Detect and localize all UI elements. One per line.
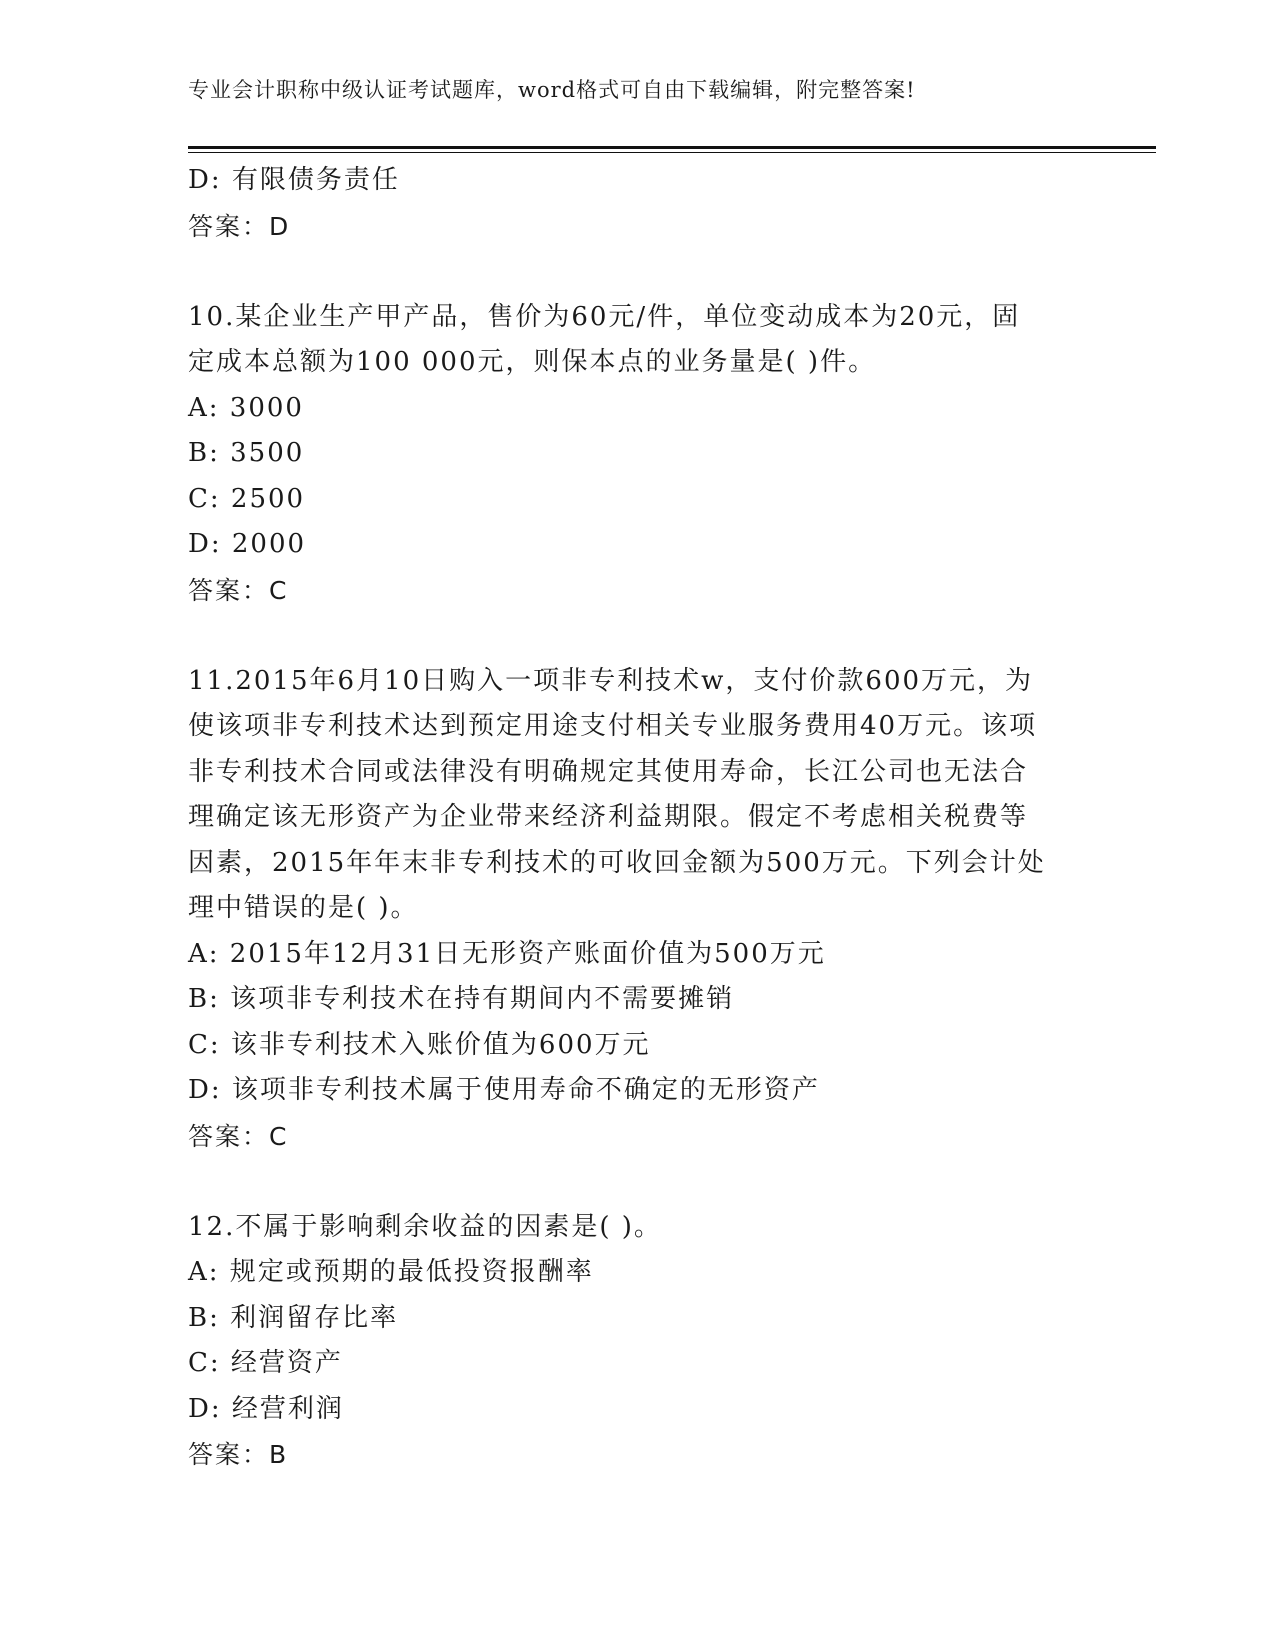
q11-stem-line: 理中错误的是( )。 xyxy=(188,893,419,923)
q10-option-a: A: 3000 xyxy=(188,392,304,423)
q12-answer: 答案：B xyxy=(188,1440,289,1469)
page-header: 专业会计职称中级认证考试题库，word格式可自由下载编辑，附完整答案! xyxy=(188,78,916,102)
q11-option-b: B: 该项非专利技术在持有期间内不需要摊销 xyxy=(188,984,735,1014)
q10-stem-line: 10.某企业生产甲产品，售价为60元/件，单位变动成本为20元，固 xyxy=(188,301,1021,332)
header-rule-thin xyxy=(188,152,1156,153)
question-10 xyxy=(188,295,1088,614)
q11-stem-line: 11.2015年6月10日购入一项非专利技术w，支付价款600万元，为 xyxy=(188,665,1034,696)
prev-answer: 答案：D xyxy=(188,211,291,241)
q10-answer: 答案：C xyxy=(188,575,289,605)
prev-option-d: D: 有限债务责任 xyxy=(188,165,400,195)
q10-stem-line: 定成本总额为100 000元，则保本点的业务量是( )件。 xyxy=(188,347,877,377)
q12-option-a: A: 规定或预期的最低投资报酬率 xyxy=(188,1257,594,1287)
q11-option-a: A: 2015年12月31日无形资产账面价值为500万元 xyxy=(188,938,826,969)
q10-option-c: C: 2500 xyxy=(188,483,306,514)
q10-option-d: D: 2000 xyxy=(188,529,307,559)
question-content xyxy=(188,158,1088,1478)
spacer xyxy=(188,1159,1088,1205)
q11-stem-line: 理确定该无形资产为企业带来经济利益期限。假定不考虑相关税费等 xyxy=(188,802,1029,832)
spacer xyxy=(188,613,1088,659)
spacer xyxy=(188,249,1088,295)
q11-stem-line: 因素，2015年年末非专利技术的可收回金额为500万元。下列会计处 xyxy=(188,847,1046,878)
header-rule-thick xyxy=(188,146,1156,149)
q12-option-c: C: 经营资产 xyxy=(188,1348,343,1378)
q12-stem-line: 12.不属于影响剩余收益的因素是( )。 xyxy=(188,1211,662,1242)
q11-stem-line: 非专利技术合同或法律没有明确规定其使用寿命，长江公司也无法合 xyxy=(188,756,1029,787)
q12-option-b: B: 利润留存比率 xyxy=(188,1302,399,1333)
q11-stem-line: 使该项非专利技术达到预定用途支付相关专业服务费用40万元。该项 xyxy=(188,711,1038,741)
q12-option-d: D: 经营利润 xyxy=(188,1393,344,1424)
question-11 xyxy=(188,659,1088,1160)
q11-option-c: C: 该非专利技术入账价值为600万元 xyxy=(188,1029,651,1060)
q11-answer: 答案：C xyxy=(188,1121,289,1151)
question-12 xyxy=(188,1205,1088,1478)
q10-option-b: B: 3500 xyxy=(188,438,305,468)
q11-option-d: D: 该项非专利技术属于使用寿命不确定的无形资产 xyxy=(188,1075,820,1105)
